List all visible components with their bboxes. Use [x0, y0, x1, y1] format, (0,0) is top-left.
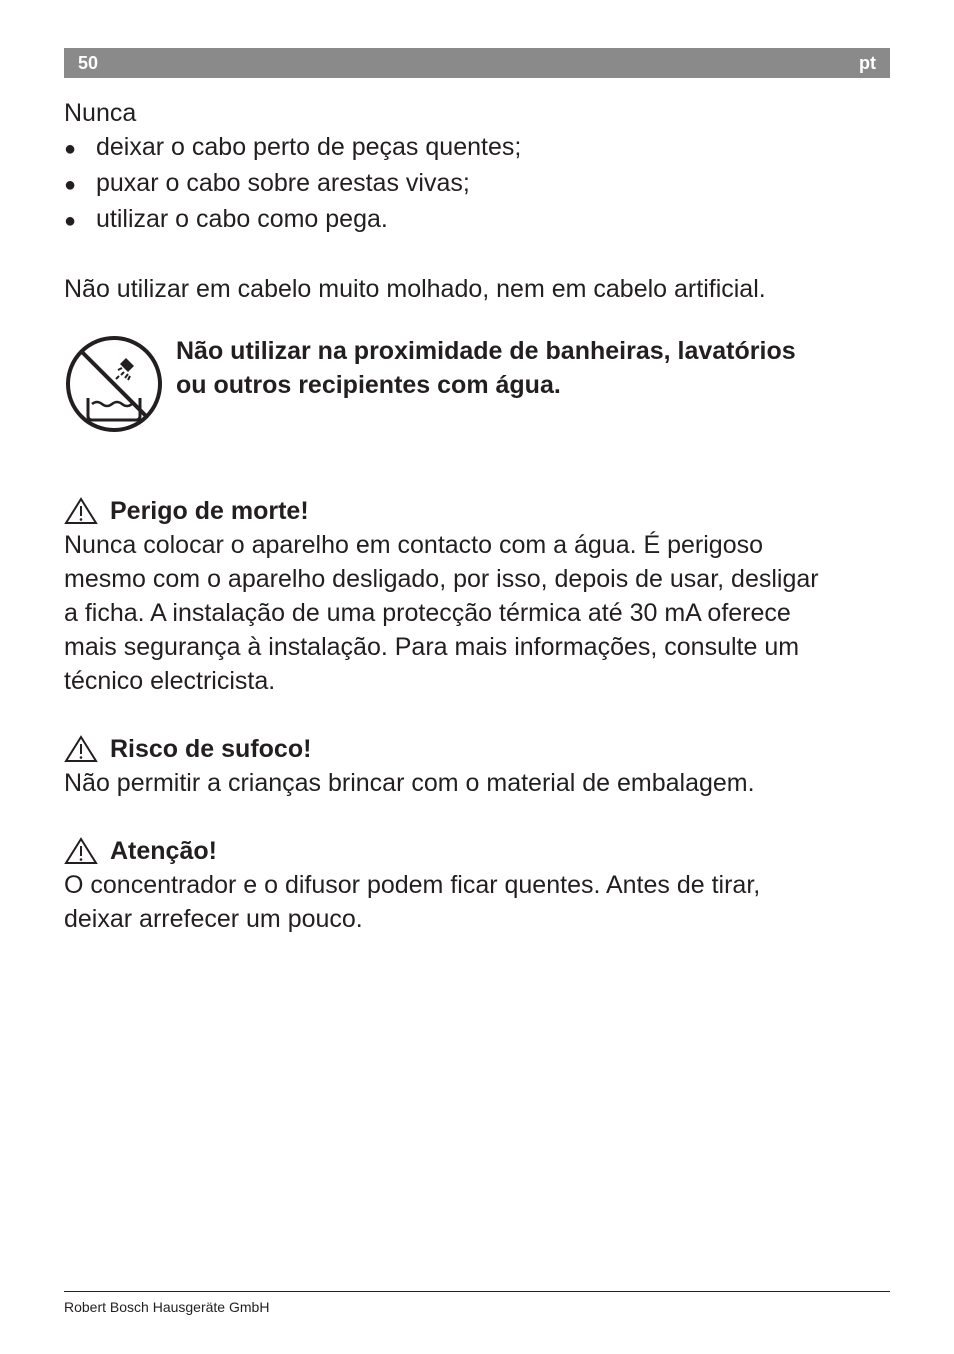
- section-line: mais segurança à instalação. Para mais informações, consulte um: [64, 633, 800, 661]
- warning-triangle-icon: [64, 735, 98, 763]
- section-danger: [64, 494, 894, 698]
- page-number: 50: [78, 52, 99, 73]
- bullet-icon: ●: [64, 138, 77, 160]
- section-title: Atenção!: [110, 837, 217, 865]
- section-line: técnico electricista.: [64, 667, 276, 695]
- bullet-icon: ●: [64, 210, 77, 232]
- footer-company: Robert Bosch Hausgeräte GmbH: [64, 1299, 270, 1315]
- list-item: [64, 166, 894, 202]
- section-heading: [64, 494, 894, 528]
- no-bathtub-icon: [64, 334, 164, 434]
- section-heading: [64, 732, 894, 766]
- bullet-text: puxar o cabo sobre arestas vivas;: [96, 169, 470, 197]
- list-item: [64, 130, 894, 166]
- intro-heading: Nunca: [64, 99, 137, 127]
- bullet-text: utilizar o cabo como pega.: [96, 205, 388, 233]
- section-line: a ficha. A instalação de uma protecção térmica até 30 mA oferece: [64, 599, 791, 627]
- section-suffocation: [64, 732, 894, 800]
- intro-bullet-list: [64, 130, 894, 238]
- warning-triangle-icon: [64, 837, 98, 865]
- section-line: mesmo com o aparelho desligado, por isso, depois de usar, desligar: [64, 565, 819, 593]
- warning-triangle-icon: [64, 497, 98, 525]
- page-content: [64, 96, 894, 936]
- water-warning-line: ou outros recipientes com água.: [176, 371, 561, 399]
- language-code: pt: [859, 52, 876, 73]
- water-warning: [64, 328, 894, 434]
- section-title: Perigo de morte!: [110, 497, 309, 525]
- page-header-bar: [64, 48, 890, 78]
- bullet-text: deixar o cabo perto de peças quentes;: [96, 133, 522, 161]
- list-item: [64, 202, 894, 238]
- footer-divider: [64, 1291, 890, 1292]
- section-line: O concentrador e o difusor podem ficar quentes. Antes de tirar,: [64, 871, 761, 899]
- section-line: Nunca colocar o aparelho em contacto com a água. É perigoso: [64, 531, 764, 559]
- section-attention: [64, 834, 894, 936]
- water-warning-line: Não utilizar na proximidade de banheiras, lavatórios: [176, 337, 796, 365]
- hair-notice: Não utilizar em cabelo muito molhado, nem em cabelo artificial.: [64, 275, 766, 303]
- bullet-icon: ●: [64, 174, 77, 196]
- section-line: Não permitir a crianças brincar com o material de embalagem.: [64, 769, 755, 797]
- section-heading: [64, 834, 894, 868]
- section-line: deixar arrefecer um pouco.: [64, 905, 363, 933]
- water-warning-text: [176, 334, 796, 402]
- section-title: Risco de sufoco!: [110, 735, 312, 763]
